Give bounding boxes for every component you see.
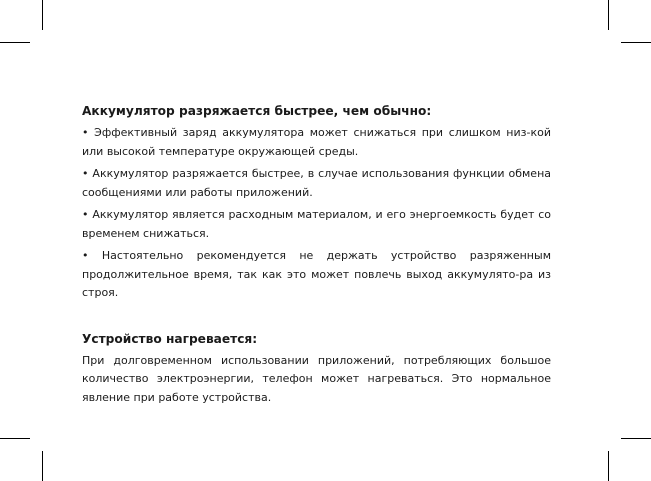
crop-mark-bottom-left-vertical (42, 451, 43, 481)
crop-mark-bottom-right-vertical (608, 451, 609, 481)
bullet-item: • Аккумулятор разряжается быстрее, в случае использования функции обмена сообщениями или работы приложений. (82, 167, 551, 199)
crop-mark-top-right-vertical (608, 0, 609, 30)
battery-heading: Аккумулятор разряжается быстрее, чем обычно: (82, 104, 432, 118)
heating-heading: Устройство нагревается: (82, 331, 258, 346)
heating-paragraph: При долговременном использовании приложений, потребляющих большое количество электроэнергии, телефон может нагреваться. Это нормальное явление при работе устройства. (82, 353, 551, 404)
crop-mark-top-left-vertical (42, 0, 43, 30)
bullet-item: • Эффективный заряд аккумулятора может снижаться при слишком низ-кой или высокой температуре окружающей среды. (82, 126, 551, 158)
crop-mark-top-right-horizontal (621, 42, 651, 43)
crop-mark-top-left-horizontal (0, 42, 30, 43)
bullet-item: • Аккумулятор является расходным материалом, и его энергоемкость будет со временем снижаться. (82, 208, 551, 240)
crop-mark-bottom-left-horizontal (0, 438, 30, 439)
bullet-item: • Настоятельно рекомендуется не держать устройство разряженным продолжительное время, так как это может повлечь выход аккумулято-ра из строя. (82, 249, 551, 299)
crop-mark-bottom-right-horizontal (621, 438, 651, 439)
document-body (82, 103, 551, 411)
